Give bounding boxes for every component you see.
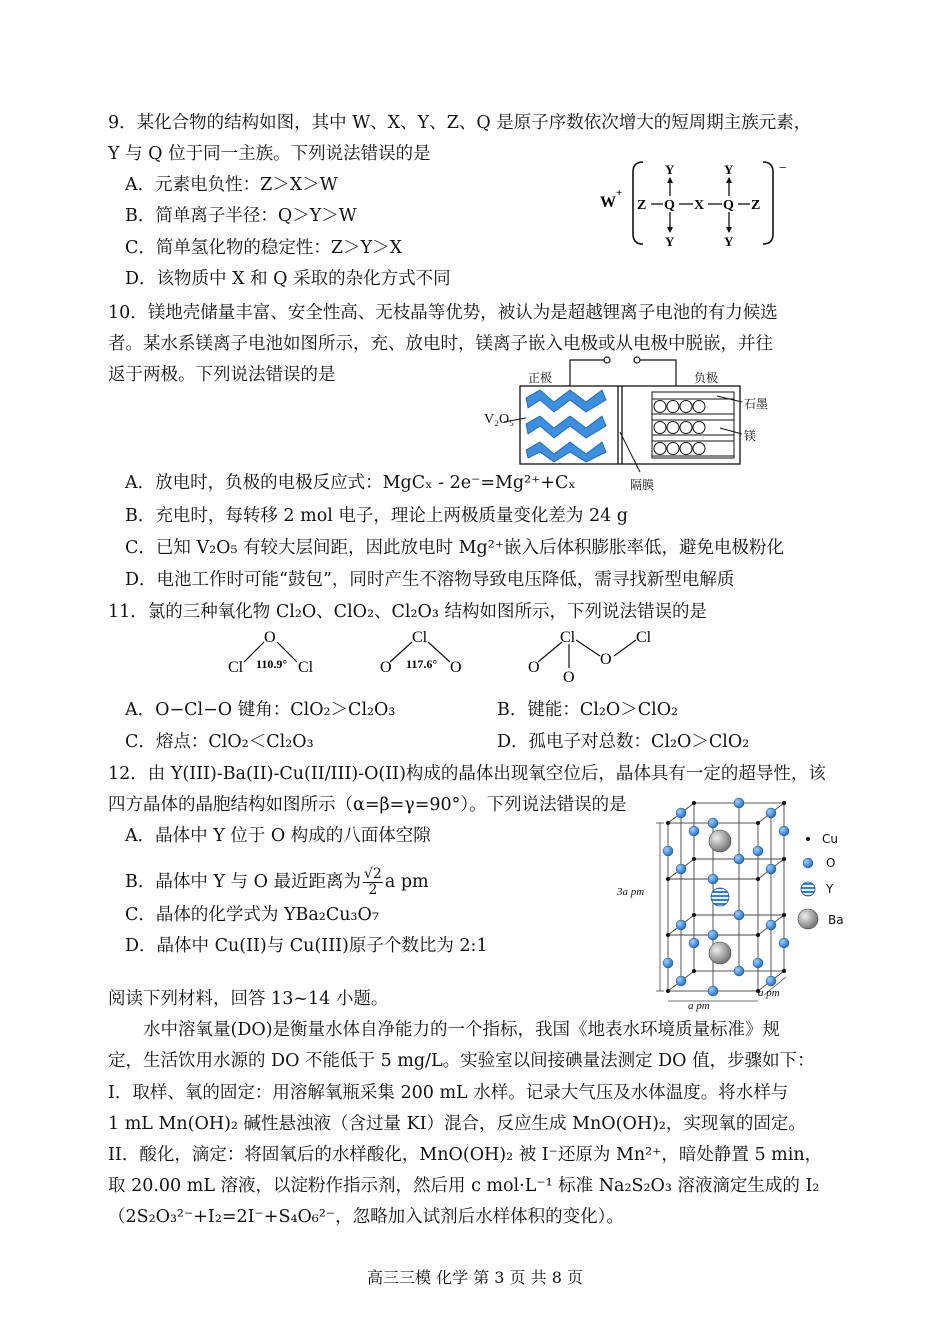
crystal-cell-diagram bbox=[620, 795, 860, 1015]
reading-step2-c: （2S₂O₃²⁻+I₂=2I⁻+S₄O₆²⁻，忽略加入试剂后水样体积的变化）。 bbox=[108, 1207, 624, 1227]
cl2o3-o3: O bbox=[600, 651, 612, 668]
cl2o-cl2: Cl bbox=[298, 659, 314, 676]
reading-p2: 定，生活饮用水源的 DO 不能低于 5 mg/L。实验室以间接碘量法测定 DO 值，步骤如下： bbox=[108, 1051, 815, 1071]
q12-option-a: A．晶体中 Y 位于 O 构成的八面体空隙 bbox=[125, 826, 431, 846]
legend-y: Y bbox=[826, 882, 834, 896]
legend-cu: Cu bbox=[822, 832, 838, 846]
cl2o-angle: 110.9° bbox=[256, 657, 288, 671]
q10-option-b: B．充电时，每转移 2 mol 电子，理论上两极质量变化差为 24 g bbox=[125, 506, 629, 526]
page-footer: 高三三模 化学 第 3 页 共 8 页 bbox=[367, 1268, 583, 1287]
label-negative-electrode: 负极 bbox=[694, 371, 719, 385]
struct-y2: Y bbox=[724, 162, 734, 177]
reading-p1: 水中溶氧量(DO)是衡量水体自净能力的一个指标，我国《地表水环境质量标准》规 bbox=[143, 1020, 781, 1040]
q10-stem-line2: 者。某水系镁离子电池如图所示，充、放电时，镁离子嵌入电极或从电极中脱嵌，并往 bbox=[108, 334, 773, 354]
cl2o3-o1: O bbox=[528, 659, 540, 676]
legend-o: O bbox=[826, 856, 836, 870]
dim-width: a pm bbox=[688, 1000, 710, 1012]
q9-stem-line1: 9．某化合物的结构如图，其中 W、X、Y、Z、Q 是原子序数依次增大的短周期主族元素， bbox=[108, 113, 812, 133]
q10-option-d: D．电池工作时可能“鼓包”，同时产生不溶物导致电压降低，需寻找新型电解质 bbox=[125, 570, 735, 590]
struct-y4: Y bbox=[724, 234, 734, 249]
q12-fraction bbox=[363, 867, 383, 898]
q12-stem-line2: 四方晶体的晶胞结构如图所示（α=β=γ=90°）。下列说法错误的是 bbox=[108, 795, 627, 815]
q12-option-b bbox=[125, 867, 429, 898]
cl2o3-cl1: Cl bbox=[560, 629, 576, 646]
q12-option-c: C．晶体的化学式为 YBa₂Cu₃O₇ bbox=[125, 905, 379, 925]
q12-stem-line1: 12．由 Y(III)-Ba(II)-Cu(II/III)-O(II)构成的晶体出现氧空位后，晶体具有一定的超导性，该 bbox=[108, 764, 826, 784]
q12-fraction-den: 2 bbox=[368, 882, 378, 898]
reading-step1-a: I．取样、氧的固定：用溶解氧瓶采集 200 mL 水样。记录大气压及水体温度。将水样与 bbox=[108, 1083, 789, 1103]
struct-charge: − bbox=[779, 161, 787, 176]
label-membrane: 隔膜 bbox=[630, 478, 655, 492]
q9-structure-diagram bbox=[595, 150, 795, 250]
struct-w: W bbox=[600, 194, 616, 211]
struct-z2: Z bbox=[751, 198, 761, 213]
q11-option-c: C．熔点：ClO₂＜Cl₂O₃ bbox=[125, 732, 314, 752]
struct-x: X bbox=[694, 198, 705, 213]
struct-z1: Z bbox=[637, 198, 647, 213]
struct-plus: + bbox=[616, 187, 623, 199]
struct-q2: Q bbox=[723, 198, 734, 213]
battery-diagram bbox=[480, 352, 780, 492]
q12-option-b-prefix: B．晶体中 Y 与 O 最近距离为 bbox=[125, 872, 362, 892]
q12-option-d: D．晶体中 Cu(II)与 Cu(III)原子个数比为 2:1 bbox=[125, 936, 488, 956]
q11-stem: 11．氯的三种氧化物 Cl₂O、ClO₂、Cl₂O₃ 结构如图所示，下列说法错误的是 bbox=[108, 602, 707, 622]
label-magnesium: 镁 bbox=[744, 429, 757, 443]
label-v2o5: V₂O₅ bbox=[484, 412, 514, 427]
q11-option-a: A．O−Cl−O 键角：ClO₂＞Cl₂O₃ bbox=[125, 700, 396, 720]
dim-height: 3a pm bbox=[617, 886, 645, 898]
chlorine-oxides-diagram bbox=[222, 626, 672, 682]
q9-option-b: B．简单离子半径：Q＞Y＞W bbox=[125, 206, 357, 226]
cl2o-cl1: Cl bbox=[228, 659, 244, 676]
q11-option-d: D．孤电子对总数：Cl₂O＞ClO₂ bbox=[497, 732, 750, 752]
q11-option-b: B．键能：Cl₂O＞ClO₂ bbox=[497, 700, 679, 720]
clo2-o2: O bbox=[450, 659, 462, 676]
q9-option-d: D．该物质中 X 和 Q 采取的杂化方式不同 bbox=[125, 269, 451, 289]
struct-y3: Y bbox=[665, 234, 675, 249]
q9-option-c: C．简单氢化物的稳定性：Z＞Y＞X bbox=[125, 238, 403, 258]
q12-fraction-num: √2 bbox=[364, 866, 382, 882]
struct-q1: Q bbox=[664, 198, 675, 213]
clo2-o1: O bbox=[380, 659, 392, 676]
dim-depth: a pm bbox=[758, 987, 780, 999]
cl2o3-o2: O bbox=[563, 669, 575, 682]
cl2o-o: O bbox=[264, 629, 276, 646]
cl2o3-cl2: Cl bbox=[636, 629, 652, 646]
clo2-angle: 117.6° bbox=[406, 657, 438, 671]
reading-step1-b: 1 mL Mn(OH)₂ 碱性悬浊液（含过量 KI）混合，反应生成 MnO(OH)₂，实现氧的固定。 bbox=[108, 1114, 806, 1134]
q12-option-b-suffix: a pm bbox=[384, 872, 429, 892]
label-positive-electrode: 正极 bbox=[528, 371, 553, 385]
q10-stem-line1: 10．镁地壳储量丰富、安全性高、无枝晶等优势，被认为是超越锂离子电池的有力候选 bbox=[108, 303, 778, 323]
q9-stem-line2: Y 与 Q 位于同一主族。下列说法错误的是 bbox=[108, 144, 431, 164]
reading-step2-a: II．酸化，滴定：将固氧后的水样酸化，MnO(OH)₂ 被 I⁻还原为 Mn²⁺，暗处静置 5 min， bbox=[108, 1145, 823, 1165]
reading-intro: 阅读下列材料，回答 13~14 小题。 bbox=[108, 989, 389, 1009]
q10-option-a: A．放电时，负极的电极反应式：MgCₓ - 2e⁻=Mg²⁺+Cₓ bbox=[125, 473, 576, 493]
q10-stem-line3: 返于两极。下列说法错误的是 bbox=[108, 365, 336, 385]
reading-step2-b: 取 20.00 mL 溶液，以淀粉作指示剂，然后用 c mol·L⁻¹ 标准 Na₂S₂O₃ 溶液滴定生成的 I₂ bbox=[108, 1176, 820, 1196]
struct-y1: Y bbox=[665, 162, 675, 177]
clo2-cl: Cl bbox=[412, 629, 428, 646]
label-graphite: 石墨 bbox=[744, 397, 769, 411]
q10-option-c: C．已知 V₂O₅ 有较大层间距，因此放电时 Mg²⁺嵌入后体积膨胀率低，避免电极粉化 bbox=[125, 538, 784, 558]
legend-ba: Ba bbox=[828, 913, 844, 927]
q9-option-a: A．元素电负性：Z＞X＞W bbox=[125, 175, 338, 195]
